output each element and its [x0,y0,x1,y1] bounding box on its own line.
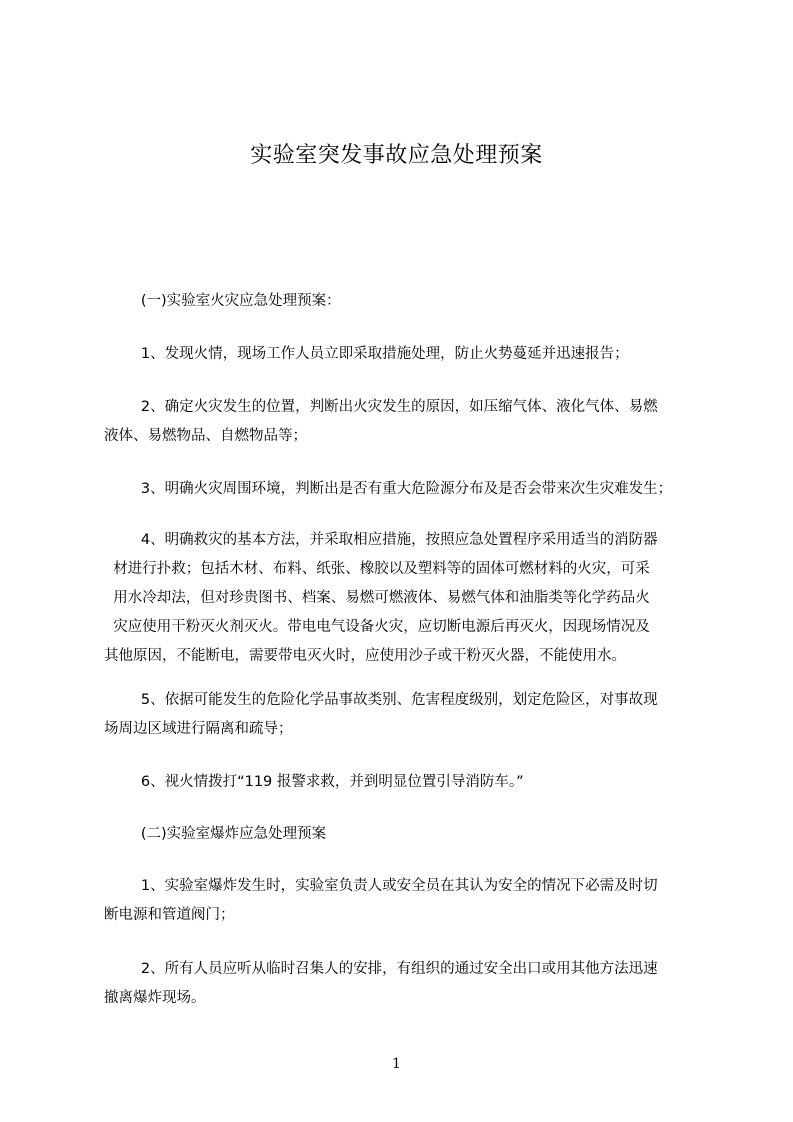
paragraph-fire-step-1 [104,340,716,369]
text-line: 2、所有人员应听从临时召集人的安排，有组织的通过安全出口或用其他方法迅速 [104,961,658,977]
paragraph-explosion-heading [104,820,716,849]
paragraph-explosion-step-1 [104,872,716,930]
paragraph-fire-heading [104,287,716,316]
paragraph-fire-step-5 [104,686,716,744]
text-line: 场周边区域进行隔离和疏导； [104,721,293,737]
paragraph-fire-step-6 [104,768,716,797]
text-line: 材进行扑救；包括木材、布料、纸张、橡胶以及塑料等的固体可燃材料的火灾，可采 [104,561,650,577]
text-line: 2、确定火灾发生的位置，判断出火灾发生的原因，如压缩气体、液化气体、易燃 [104,399,658,415]
text-line: 6、视火情拨打“119 报警求救，并到明显位置引导消防车。” [104,774,524,790]
text-line: 4、明确救灾的基本方法，并采取相应措施，按照应急处置程序采用适当的消防器 [104,532,658,548]
text-line: 灾应使用干粉灭火剂灭火。带电电气设备火灾，应切断电源后再灭火，因现场情况及 [104,619,650,635]
page-number: 1 [392,1056,401,1072]
paragraph-fire-step-2 [104,393,716,451]
text-line: 液体、易燃物品、自燃物品等； [104,428,307,444]
text-line: 1、实验室爆炸发生时，实验室负责人或安全员在其认为安全的情况下必需及时切 [104,878,658,894]
text-line: 5、依据可能发生的危险化学品事故类别、危害程度级别，划定危险区，对事故现 [104,692,658,708]
text-line: 断电源和管道阀门； [104,907,235,923]
paragraph-fire-step-3 [104,475,716,504]
paragraph-fire-step-4 [104,526,716,671]
text-line: 1、发现火情，现场工作人员立即采取措施处理，防止火势蔓延并迅速报告； [104,346,629,362]
text-line: (一)实验室火灾应急处理预案： [104,293,341,309]
text-line: 用水冷却法，但对珍贵图书、档案、易燃可燃液体、易燃气体和油脂类等化学药品火 [104,590,650,606]
document-title: 实验室突发事故应急处理预案 [250,143,543,168]
text-line: 撤离爆炸现场。 [104,990,206,1006]
text-line: (二)实验室爆炸应急处理预案 [104,826,327,842]
paragraph-explosion-step-2 [104,955,716,1013]
text-line: 3、明确火灾周围环境，判断出是否有重大危险源分布及是否会带来次生灾难发生； [104,481,673,497]
text-line: 其他原因，不能断电，需要带电灭火时，应使用沙子或干粉灭火器，不能使用水。 [104,648,626,664]
